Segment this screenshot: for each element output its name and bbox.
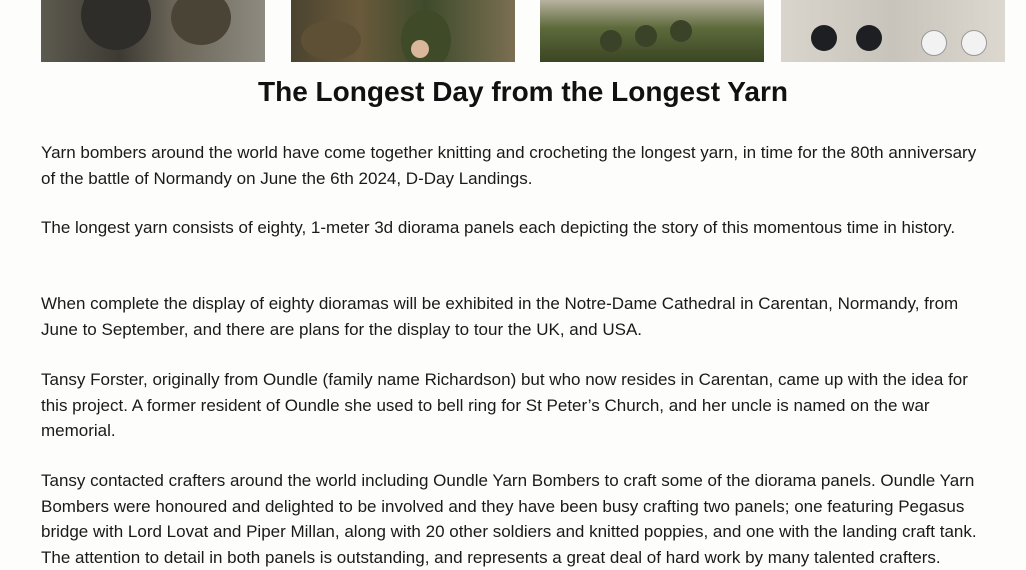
photo-knitted-soldier-sandbags [291,0,515,62]
photo-knitted-tank [540,0,764,62]
article-title: The Longest Day from the Longest Yarn [257,76,788,107]
paragraph-tansy-forster: Tansy Forster, originally from Oundle (family name Richardson) but who now resides in Carentan, came up with the idea for this project. A former resident of Oundle she used to bell ring for St Peter’s Church, and her uncle is named on the war memorial. [41,370,968,440]
paragraph-panels: The longest yarn consists of eighty, 1-meter 3d diorama panels each depicting the story of this momentous time in history. [41,218,956,237]
paragraph-exhibition: When complete the display of eighty dioramas will be exhibited in the Notre-Dame Cathedral in Carentan, Normandy, from June to September, and there are plans for the display to tour the UK, and USA. [41,294,959,339]
paragraph-intro: Yarn bombers around the world have come together knitting and crocheting the longest yarn, in time for the 80th anniversary of the battle of Normandy on June the 6th 2024, D-Day Landings. [41,143,977,188]
photo-knitted-figures [781,0,1005,62]
photo-strip [0,0,1026,62]
photo-knitted-soldiers [41,0,265,62]
paragraph-oundle-yarn-bombers: Tansy contacted crafters around the world including Oundle Yarn Bombers to craft some of the diorama panels. Oundle Yarn Bombers were honoured and delighted to be involved and they have been busy crafting two panels; one featuring Pegasus bridge with Lord Lovat and Piper Millan, along with 20 other soldiers and knitted poppies, and one with the landing craft tank. The attention to detail in both panels is outstanding, and represents a great deal of hard work by many talented crafters. [41,471,977,567]
